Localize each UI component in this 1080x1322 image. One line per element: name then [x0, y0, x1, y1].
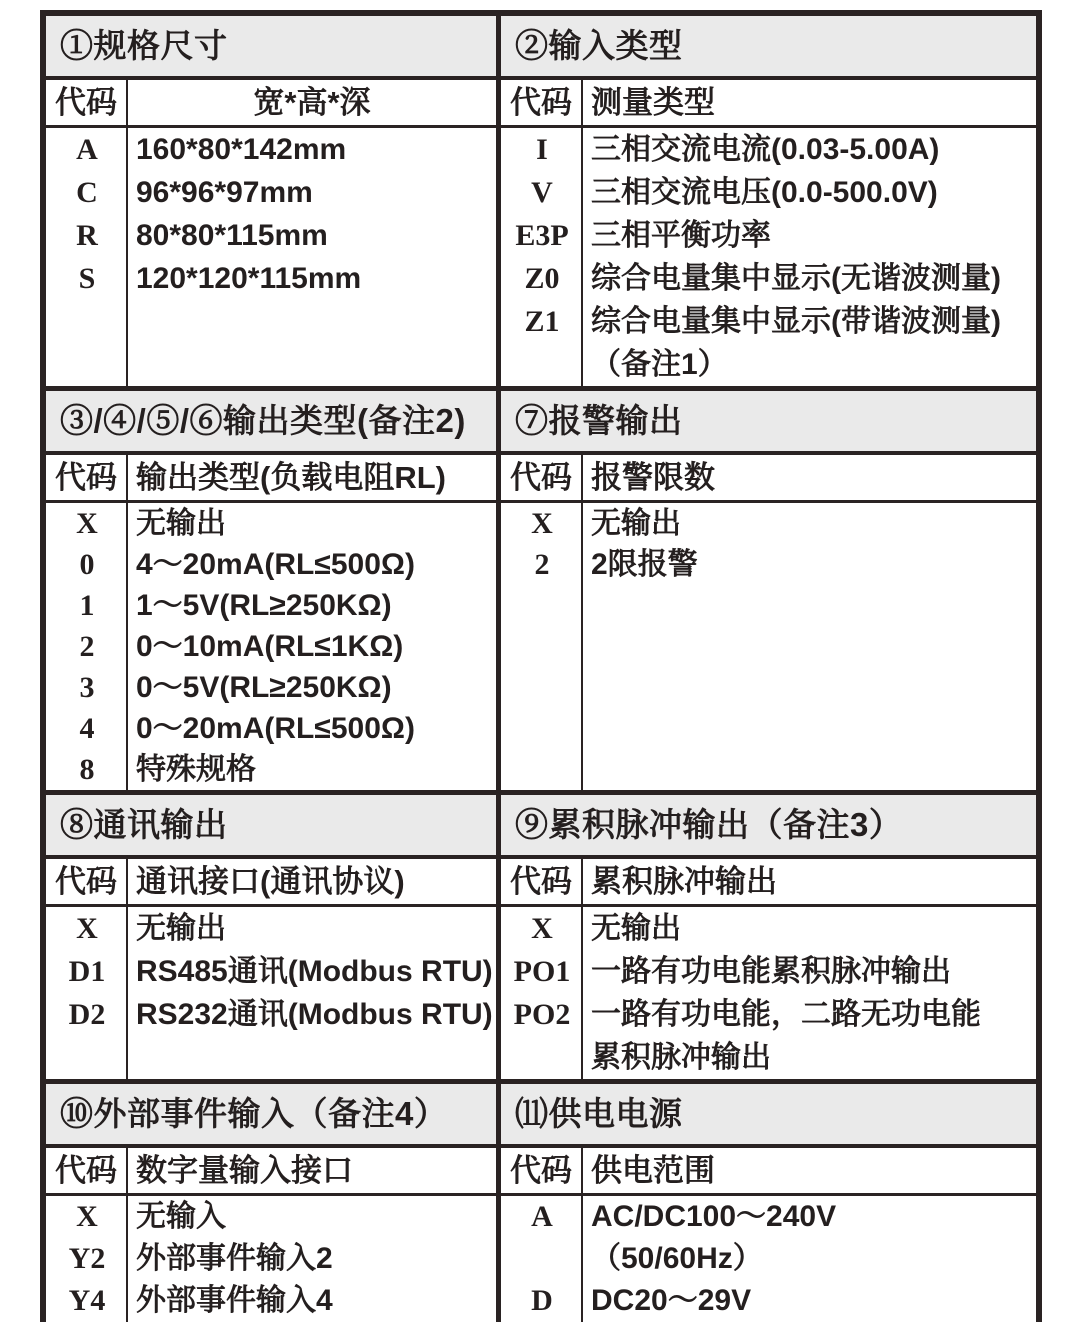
row-desc: （50/60Hz） — [591, 1242, 763, 1275]
table-row-continuation — [501, 1036, 1036, 1079]
column-header-row — [46, 80, 496, 128]
ordering-code-table — [40, 10, 1042, 1322]
section-power-supply — [501, 1084, 1036, 1322]
table-row — [46, 1238, 496, 1280]
column-header-code: 代码 — [46, 455, 128, 500]
section-event-input-rows — [46, 1196, 496, 1322]
row-code: D2 — [68, 998, 106, 1031]
band-4 — [46, 1079, 1036, 1322]
section-comm-output — [46, 795, 501, 1079]
row-desc: 1～5V(RL≥250KΩ) — [136, 589, 392, 622]
column-header-measure-type: 测量类型 — [591, 85, 715, 120]
table-row — [46, 503, 496, 544]
column-header-comm-interface: 通讯接口(通讯协议) — [136, 864, 405, 899]
column-header-pulse-output: 累积脉冲输出 — [591, 864, 777, 899]
row-desc: 96*96*97mm — [136, 176, 313, 209]
section-title-input-type: ②输入类型 — [501, 16, 1036, 80]
table-row — [501, 950, 1036, 993]
table-row — [501, 544, 1036, 585]
row-code: 1 — [79, 589, 95, 622]
row-desc: RS232通讯(Modbus RTU) — [136, 998, 493, 1031]
row-code: D1 — [68, 955, 106, 988]
row-desc: 特殊规格 — [136, 753, 256, 786]
row-code: X — [76, 912, 98, 945]
band-3 — [46, 790, 1036, 1079]
table-row — [501, 171, 1036, 214]
column-header-size: 宽*高*深 — [253, 85, 371, 120]
row-code: 0 — [79, 548, 95, 581]
row-desc: 三相交流电压(0.0-500.0V) — [591, 176, 938, 209]
section-title-output-type: ③/④/⑤/⑥输出类型(备注2) — [46, 391, 496, 455]
section-title-power-supply: ⑾供电电源 — [501, 1084, 1036, 1148]
column-header-code: 代码 — [501, 859, 583, 904]
table-row — [46, 214, 496, 257]
row-code: X — [76, 1200, 98, 1233]
section-output-type-rows — [46, 503, 496, 790]
row-code: Y4 — [68, 1284, 106, 1317]
column-header-code: 代码 — [46, 1148, 128, 1193]
row-code: S — [78, 262, 96, 295]
row-code: 8 — [79, 753, 95, 786]
table-row — [501, 214, 1036, 257]
table-row — [501, 300, 1036, 343]
table-row — [46, 1196, 496, 1238]
row-desc: 无输入 — [136, 1200, 226, 1233]
row-desc: 0～20mA(RL≤500Ω) — [136, 712, 415, 745]
section-pulse-output — [501, 795, 1036, 1079]
table-row — [46, 749, 496, 790]
column-header-code: 代码 — [501, 455, 583, 500]
column-header-code: 代码 — [46, 859, 128, 904]
section-title-spec-size: ①规格尺寸 — [46, 16, 496, 80]
row-desc: AC/DC100～240V — [591, 1200, 837, 1233]
column-header-code: 代码 — [46, 80, 128, 125]
row-desc: （备注1） — [591, 348, 728, 381]
row-desc: DC20～29V — [591, 1284, 752, 1317]
table-row — [46, 667, 496, 708]
row-desc: 80*80*115mm — [136, 219, 328, 252]
table-row — [501, 128, 1036, 171]
table-row — [46, 544, 496, 585]
table-row — [46, 585, 496, 626]
row-desc: 0～10mA(RL≤1KΩ) — [136, 630, 404, 663]
column-header-code: 代码 — [501, 80, 583, 125]
section-title-pulse-output: ⑨累积脉冲输出（备注3） — [501, 795, 1036, 859]
row-code: Y2 — [68, 1242, 106, 1275]
row-code — [501, 1238, 583, 1280]
table-row — [501, 907, 1036, 950]
section-pulse-output-rows — [501, 907, 1036, 1079]
column-header-row — [501, 455, 1036, 503]
row-desc: 无输出 — [136, 912, 226, 945]
column-header-supply-range: 供电范围 — [591, 1153, 715, 1188]
table-row — [46, 257, 496, 300]
row-code: X — [531, 912, 553, 945]
section-comm-output-rows — [46, 907, 496, 1079]
row-desc: 无输出 — [136, 507, 226, 540]
table-row — [501, 257, 1036, 300]
row-desc: 4～20mA(RL≤500Ω) — [136, 548, 415, 581]
band-2 — [46, 386, 1036, 790]
row-desc: 累积脉冲输出 — [591, 1041, 771, 1074]
row-code: A — [531, 1200, 553, 1233]
row-code: Z0 — [524, 262, 560, 295]
column-header-digital-input: 数字量输入接口 — [136, 1153, 353, 1188]
table-row — [46, 626, 496, 667]
row-desc: RS485通讯(Modbus RTU) — [136, 955, 493, 988]
section-input-type — [501, 16, 1036, 386]
table-row — [501, 503, 1036, 544]
row-desc: 无输出 — [591, 912, 681, 945]
column-header-code: 代码 — [501, 1148, 583, 1193]
section-title-event-input: ⑩外部事件输入（备注4） — [46, 1084, 496, 1148]
row-desc: 综合电量集中显示(无谐波测量) — [591, 262, 1001, 295]
row-code: 3 — [79, 671, 95, 704]
table-row — [46, 708, 496, 749]
row-desc: 外部事件输入2 — [136, 1242, 333, 1275]
row-code: R — [76, 219, 98, 252]
table-row — [501, 993, 1036, 1036]
section-alarm-output — [501, 391, 1036, 790]
row-desc: 综合电量集中显示(带谐波测量) — [591, 305, 1001, 338]
section-title-comm-output: ⑧通讯输出 — [46, 795, 496, 859]
table-row — [46, 171, 496, 214]
column-header-output-type: 输出类型(负载电阻RL) — [136, 460, 446, 495]
row-desc: 无输出 — [591, 507, 681, 540]
row-desc: 外部事件输入4 — [136, 1284, 333, 1317]
row-code — [501, 343, 583, 386]
column-header-row — [46, 455, 496, 503]
band-1 — [46, 16, 1036, 386]
row-code: I — [536, 133, 548, 166]
table-row — [501, 1280, 1036, 1322]
row-code: 4 — [79, 712, 95, 745]
column-header-row — [46, 1148, 496, 1196]
row-code: V — [531, 176, 553, 209]
column-header-alarm-limits: 报警限数 — [591, 460, 715, 495]
section-spec-size-rows — [46, 128, 496, 386]
section-alarm-output-rows — [501, 503, 1036, 790]
section-power-supply-rows — [501, 1196, 1036, 1322]
table-row-note — [501, 343, 1036, 386]
table-row — [46, 128, 496, 171]
column-header-row — [501, 859, 1036, 907]
row-code: E3P — [515, 219, 569, 252]
table-row — [46, 950, 496, 993]
row-desc: 一路有功电能，二路无功电能 — [591, 998, 981, 1031]
row-code: PO1 — [513, 955, 571, 988]
section-title-alarm-output: ⑦报警输出 — [501, 391, 1036, 455]
column-header-row — [46, 859, 496, 907]
table-row — [501, 1196, 1036, 1238]
table-row — [46, 907, 496, 950]
row-code: Z1 — [524, 305, 560, 338]
row-desc: 0～5V(RL≥250KΩ) — [136, 671, 392, 704]
row-code: A — [76, 133, 98, 166]
row-desc: 2限报警 — [591, 548, 698, 581]
section-event-input — [46, 1084, 501, 1322]
row-code: 2 — [79, 630, 95, 663]
row-code: C — [76, 176, 98, 209]
row-code: D — [531, 1284, 553, 1317]
column-header-row — [501, 80, 1036, 128]
table-row — [46, 1280, 496, 1322]
row-desc: 三相交流电流(0.03-5.00A) — [591, 133, 940, 166]
row-code: X — [531, 507, 553, 540]
table-row — [46, 993, 496, 1036]
table-row-continuation — [501, 1238, 1036, 1280]
row-desc: 一路有功电能累积脉冲输出 — [591, 955, 951, 988]
row-desc: 三相平衡功率 — [591, 219, 771, 252]
section-spec-size — [46, 16, 501, 386]
row-desc: 120*120*115mm — [136, 262, 362, 295]
row-code: X — [76, 507, 98, 540]
section-output-type — [46, 391, 501, 790]
row-desc: 160*80*142mm — [136, 133, 347, 166]
row-code: 2 — [534, 548, 550, 581]
column-header-row — [501, 1148, 1036, 1196]
row-code: PO2 — [513, 998, 571, 1031]
section-input-type-rows — [501, 128, 1036, 386]
row-code — [501, 1036, 583, 1079]
